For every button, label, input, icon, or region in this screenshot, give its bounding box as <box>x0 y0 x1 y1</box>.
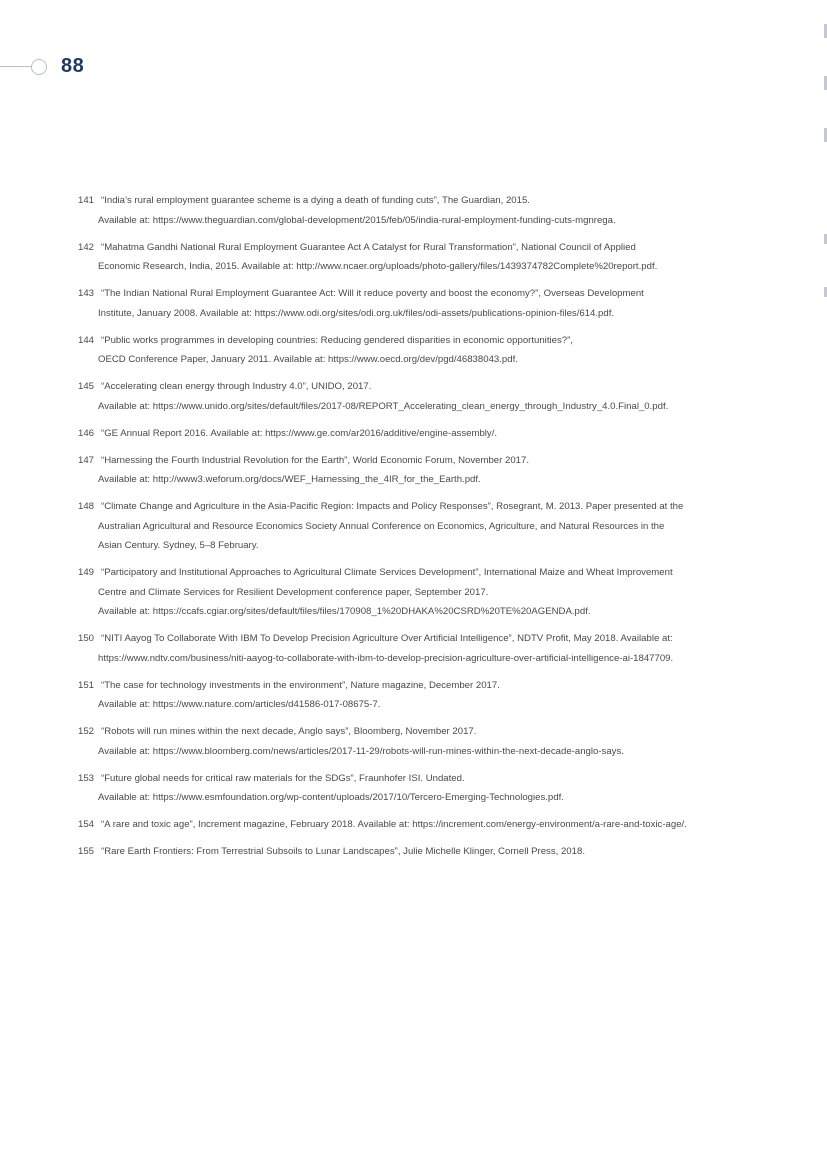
reference-text-line: Available at: https://ccafs.cgiar.org/sites/default/files/files/170908_1%20DHAKA%20CSRD%20TE%20AGENDA.pdf. <box>98 606 591 617</box>
marker-line <box>0 66 32 67</box>
reference-item <box>78 769 768 808</box>
reference-number: 155 <box>78 846 95 857</box>
reference-text-line: Available at: https://www.nature.com/articles/d41586-017-08675-7. <box>98 699 381 710</box>
reference-number: 152 <box>78 726 95 737</box>
reference-item <box>78 191 768 230</box>
reference-number: 141 <box>78 195 95 206</box>
reference-text-line: https://www.ndtv.com/business/niti-aayog-to-collaborate-with-ibm-to-develop-precision-agriculture-over-artificial-intelligence-ai-1847709. <box>98 652 674 664</box>
reference-text-line: “Robots will run mines within the next decade, Anglo says”, Bloomberg, November 2017. <box>101 726 477 737</box>
reference-text-line: Economic Research, India, 2015. Available at: http://www.ncaer.org/uploads/photo-gallery/files/1439374782Complete%20report.pdf. <box>98 261 658 272</box>
reference-text-line: “The Indian National Rural Employment Guarantee Act: Will it reduce poverty and boost the economy?”, Overseas Development <box>101 288 644 299</box>
reference-text-line: OECD Conference Paper, January 2011. Available at: https://www.oecd.org/dev/pgd/46838043.pdf. <box>98 354 518 365</box>
reference-number: 148 <box>78 501 95 512</box>
reference-text-line: “Rare Earth Frontiers: From Terrestrial Subsoils to Lunar Landscapes”, Julie Michelle Klinger, Cornell Press, 2018. <box>101 846 585 857</box>
reference-number: 147 <box>78 454 95 466</box>
reference-text-line: Available at: https://www.unido.org/sites/default/files/2017-08/REPORT_Accelerating_clean_energy_through_Industry_4.0.Final_0.pdf. <box>98 400 669 412</box>
reference-text-line: “Harnessing the Fourth Industrial Revolution for the Earth”, World Economic Forum, November 2017. <box>101 454 529 466</box>
page-marker <box>0 56 100 80</box>
reference-number: 154 <box>78 819 95 830</box>
reference-item <box>78 722 768 761</box>
reference-number: 153 <box>78 772 95 784</box>
reference-text-line: Institute, January 2008. Available at: https://www.odi.org/sites/odi.org.uk/files/odi-assets/publications-opinion-files/614.pdf. <box>98 307 615 319</box>
reference-number: 146 <box>78 427 95 439</box>
reference-item <box>78 676 768 715</box>
reference-number: 145 <box>78 381 95 392</box>
marker-circle-icon <box>31 59 47 75</box>
reference-item <box>78 629 768 668</box>
reference-number: 143 <box>78 288 95 299</box>
reference-number: 144 <box>78 334 95 346</box>
reference-item <box>78 563 768 622</box>
reference-number: 150 <box>78 633 95 644</box>
page-number: 88 <box>61 55 85 77</box>
reference-item <box>78 497 768 556</box>
reference-number: 151 <box>78 679 95 691</box>
reference-text-line: Available at: https://www.bloomberg.com/news/articles/2017-11-29/robots-will-run-mines-within-the-next-decade-anglo-says. <box>98 745 624 757</box>
reference-item <box>78 331 768 370</box>
reference-item <box>78 815 768 835</box>
references-list <box>78 191 768 869</box>
reference-text-line: “Mahatma Gandhi National Rural Employment Guarantee Act A Catalyst for Rural Transformation”, National Council of Applied <box>101 241 636 253</box>
reference-text-line: “Accelerating clean energy through Industry 4.0”, UNIDO, 2017. <box>101 381 372 392</box>
reference-text-line: Available at: http://www3.weforum.org/docs/WEF_Harnessing_the_4IR_for_the_Earth.pdf. <box>98 474 481 485</box>
reference-text-line: “India’s rural employment guarantee scheme is a dying a death of funding cuts”, The Guardian, 2015. <box>101 195 530 206</box>
reference-text-line: “The case for technology investments in the environment”, Nature magazine, December 2017. <box>101 679 500 691</box>
reference-text-line: “A rare and toxic age”, Increment magazine, February 2018. Available at: https://increment.com/energy-environment/a-rare-and-toxic-age/. <box>101 819 687 830</box>
reference-text-line: Asian Century. Sydney, 5–8 February. <box>98 540 259 551</box>
reference-item <box>78 284 768 323</box>
reference-text-line: “Public works programmes in developing countries: Reducing gendered disparities in economic opportunities?”, <box>101 334 573 346</box>
reference-text-line: “GE Annual Report 2016. Available at: https://www.ge.com/ar2016/additive/engine-assembly/. <box>101 427 498 439</box>
reference-text-line: Available at: https://www.theguardian.com/global-development/2015/feb/05/india-rural-employment-funding-cuts-mgnrega. <box>98 214 616 226</box>
reference-text-line: “Future global needs for critical raw materials for the SDGs”, Fraunhofer ISI. Undated. <box>101 772 465 784</box>
reference-item <box>78 377 768 416</box>
reference-item <box>78 238 768 277</box>
reference-number: 149 <box>78 567 95 578</box>
reference-item <box>78 424 768 444</box>
reference-text-line: “Climate Change and Agriculture in the Asia-Pacific Region: Impacts and Policy Responses”, Rosegrant, M. 2013. Paper presented at the <box>101 501 684 512</box>
reference-item <box>78 451 768 490</box>
reference-item <box>78 842 768 862</box>
reference-text-line: “Participatory and Institutional Approaches to Agricultural Climate Services Development”, International Maize and Wheat Improvement <box>101 567 673 578</box>
reference-text-line: “NITI Aayog To Collaborate With IBM To Develop Precision Agriculture Over Artificial Intelligence”, NDTV Profit, May 2018. Available at: <box>101 633 673 644</box>
reference-text-line: Australian Agricultural and Resource Economics Society Annual Conference on Economics, Agriculture, and Natural Resources in the <box>98 520 665 532</box>
reference-text-line: Centre and Climate Services for Resilient Development conference paper, September 2017. <box>98 586 489 598</box>
reference-text-line: Available at: https://www.esmfoundation.org/wp-content/uploads/2017/10/Tercero-Emerging-Technologies.pdf. <box>98 792 564 803</box>
reference-number: 142 <box>78 241 95 253</box>
